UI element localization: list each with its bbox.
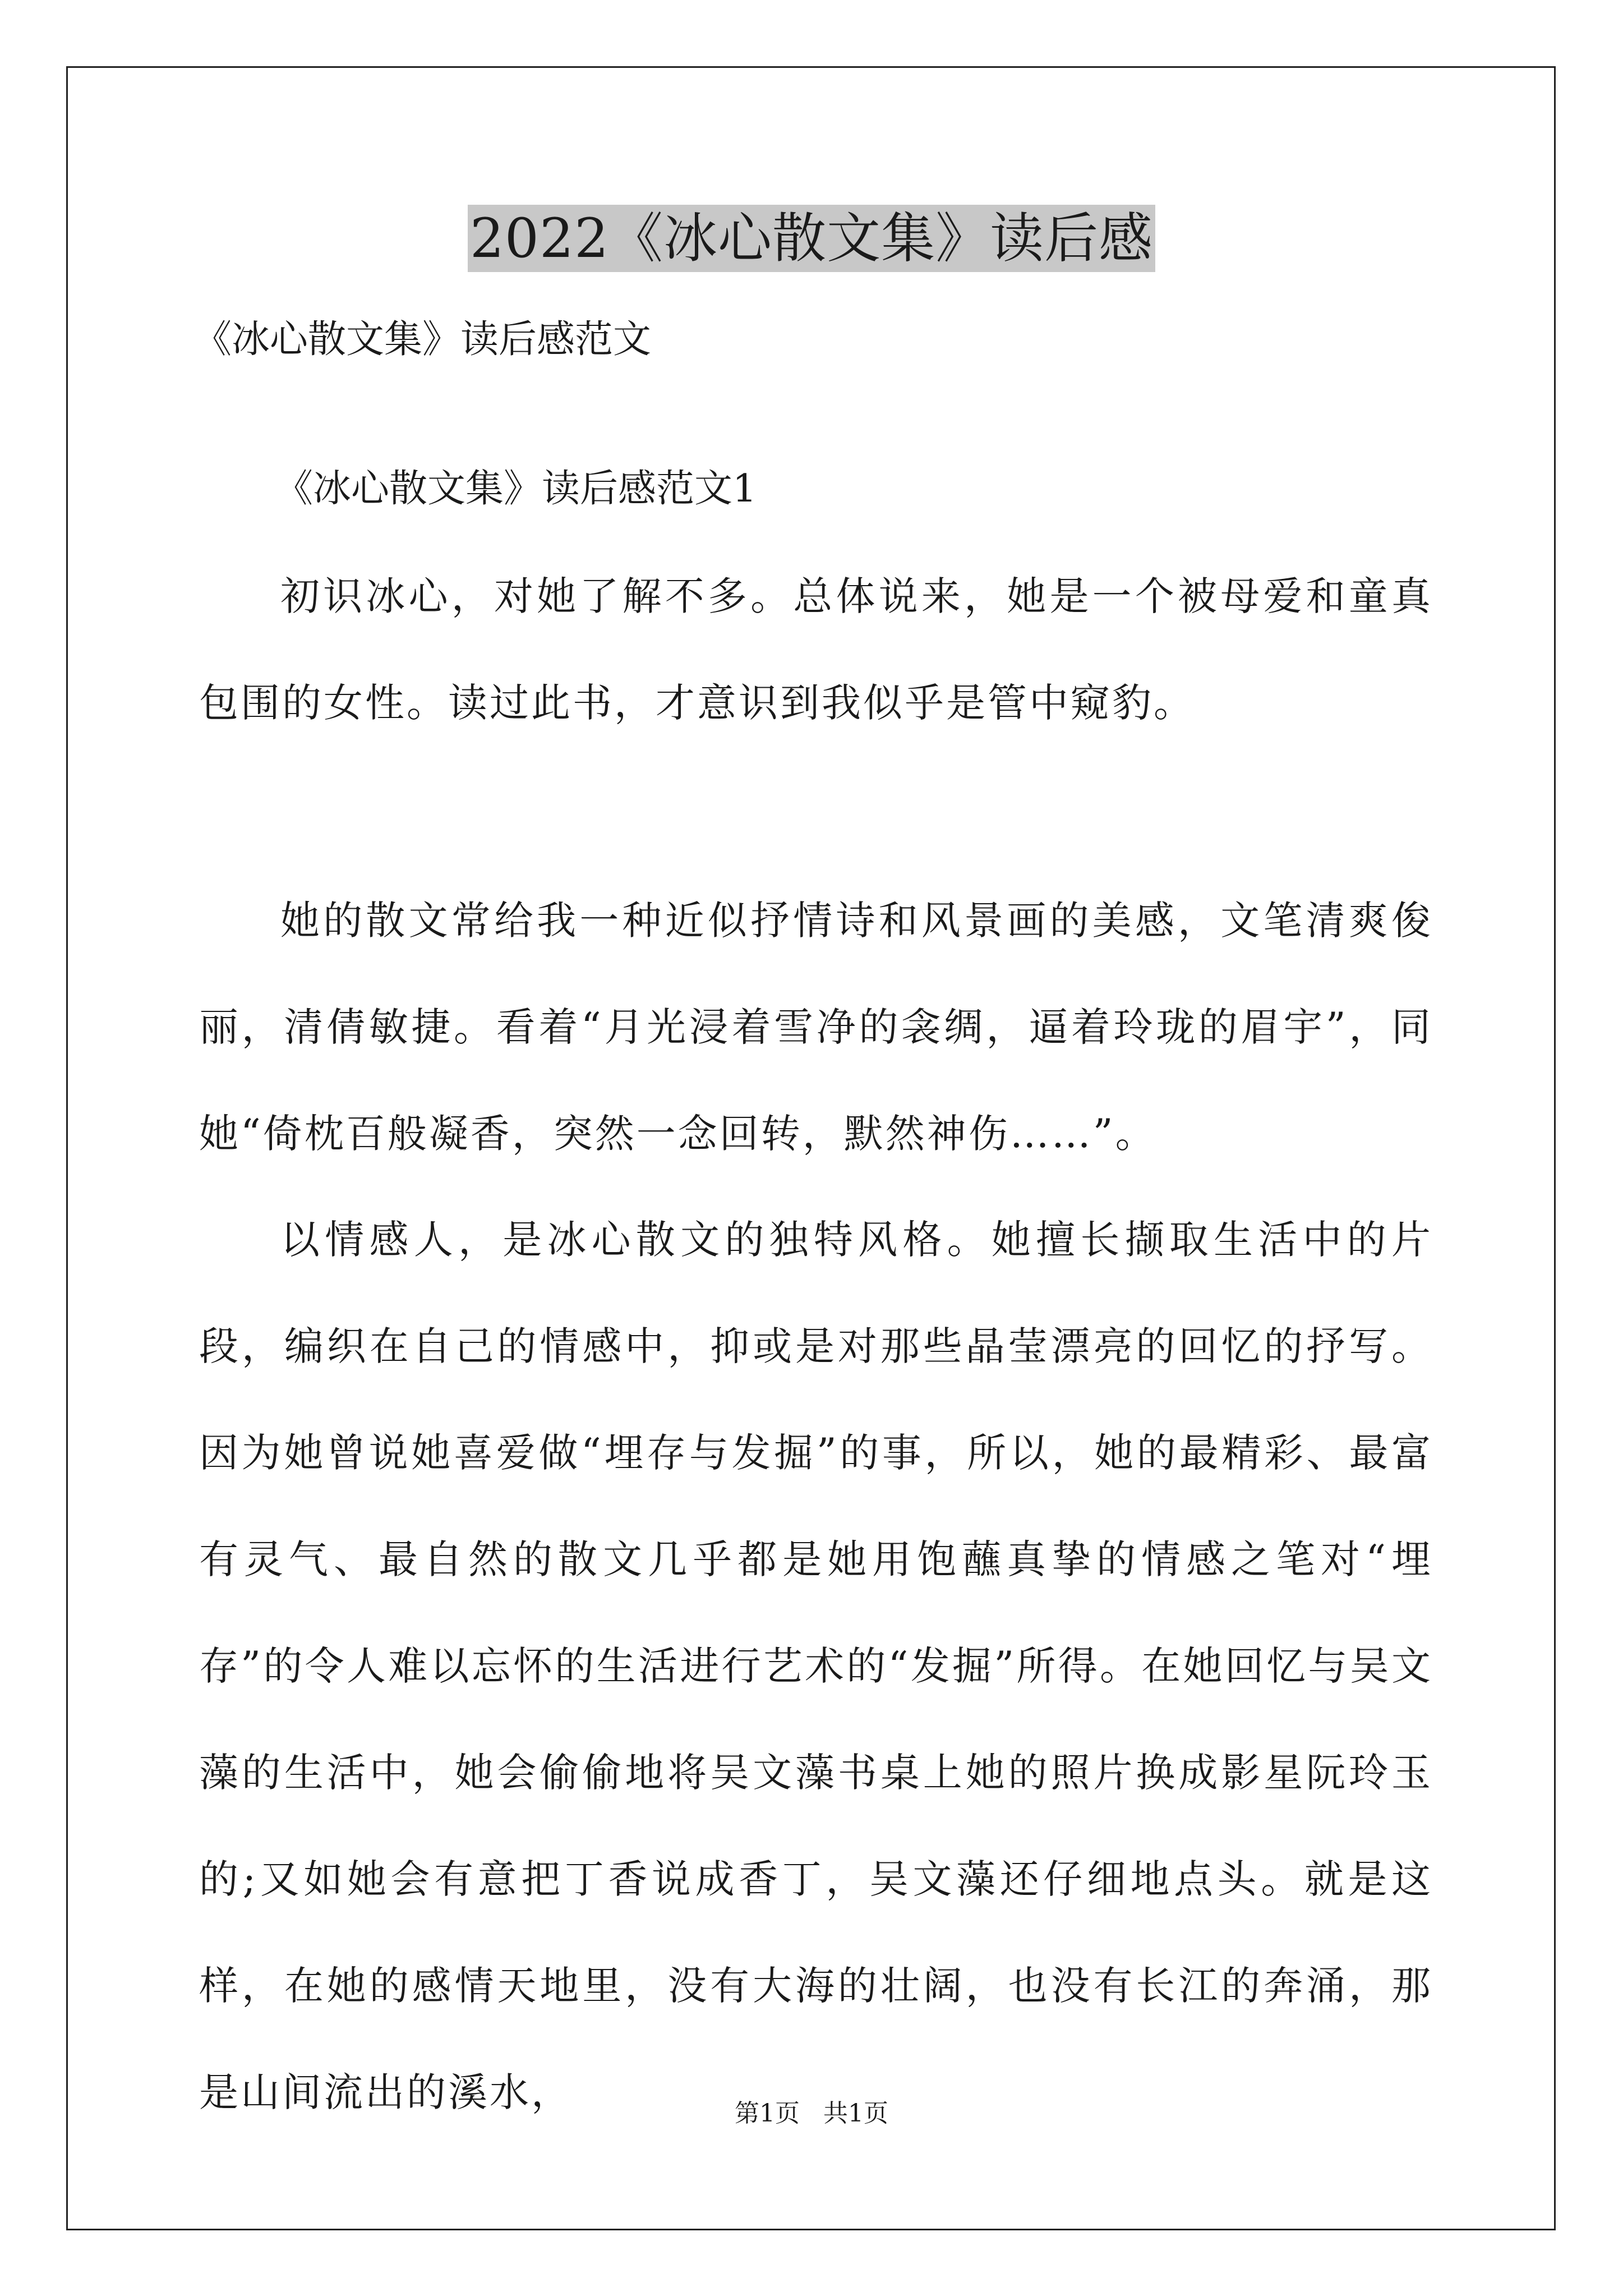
paragraph-1: 初识冰心，对她了解不多。总体说来，她是一个被母爱和童真包围的女性。读过此书，才意识到我似乎是管中窥豹。 <box>199 573 1433 726</box>
document-subtitle: 《冰心散文集》读后感范文 <box>193 318 652 362</box>
document-title: 2022《冰心散文集》读后感 <box>468 205 1155 272</box>
section-heading: 《冰心散文集》读后感范文1 <box>275 467 757 511</box>
paragraph-2: 她的散文常给我一种近似抒情诗和风景画的美感，文笔清爽俊丽，清倩敏捷。看着“月光浸着雪净的衾绸，逼着玲珑的眉宇”，同她“倚枕百般凝香，突然一念回转，默然神伤……”。 <box>199 898 1433 1157</box>
title-container <box>0 205 1623 272</box>
paragraph-3: 以情感人，是冰心散文的独特风格。她擅长撷取生活中的片段，编织在自己的情感中，抑或是对那些晶莹漂亮的回忆的抒写。因为她曾说她喜爱做“埋存与发掘”的事，所以，她的最精彩、最富有灵气、最自然的散文几乎都是她用饱蘸真挚的情感之笔对“埋存”的令人难以忘怀的生活进行艺术的“发掘”所得。在她回忆与吴文藻的生活中，她会偷偷地将吴文藻书桌上她的照片换成影星阮玲玉的;又如她会有意把丁香说成香丁，吴文藻还仔细地点头。就是这样，在她的感情天地里，没有大海的壮阔，也没有长江的奔涌，那是山间流出的溪水， <box>199 1217 1433 2115</box>
page-footer: 第1页 共1页 <box>735 2099 888 2128</box>
